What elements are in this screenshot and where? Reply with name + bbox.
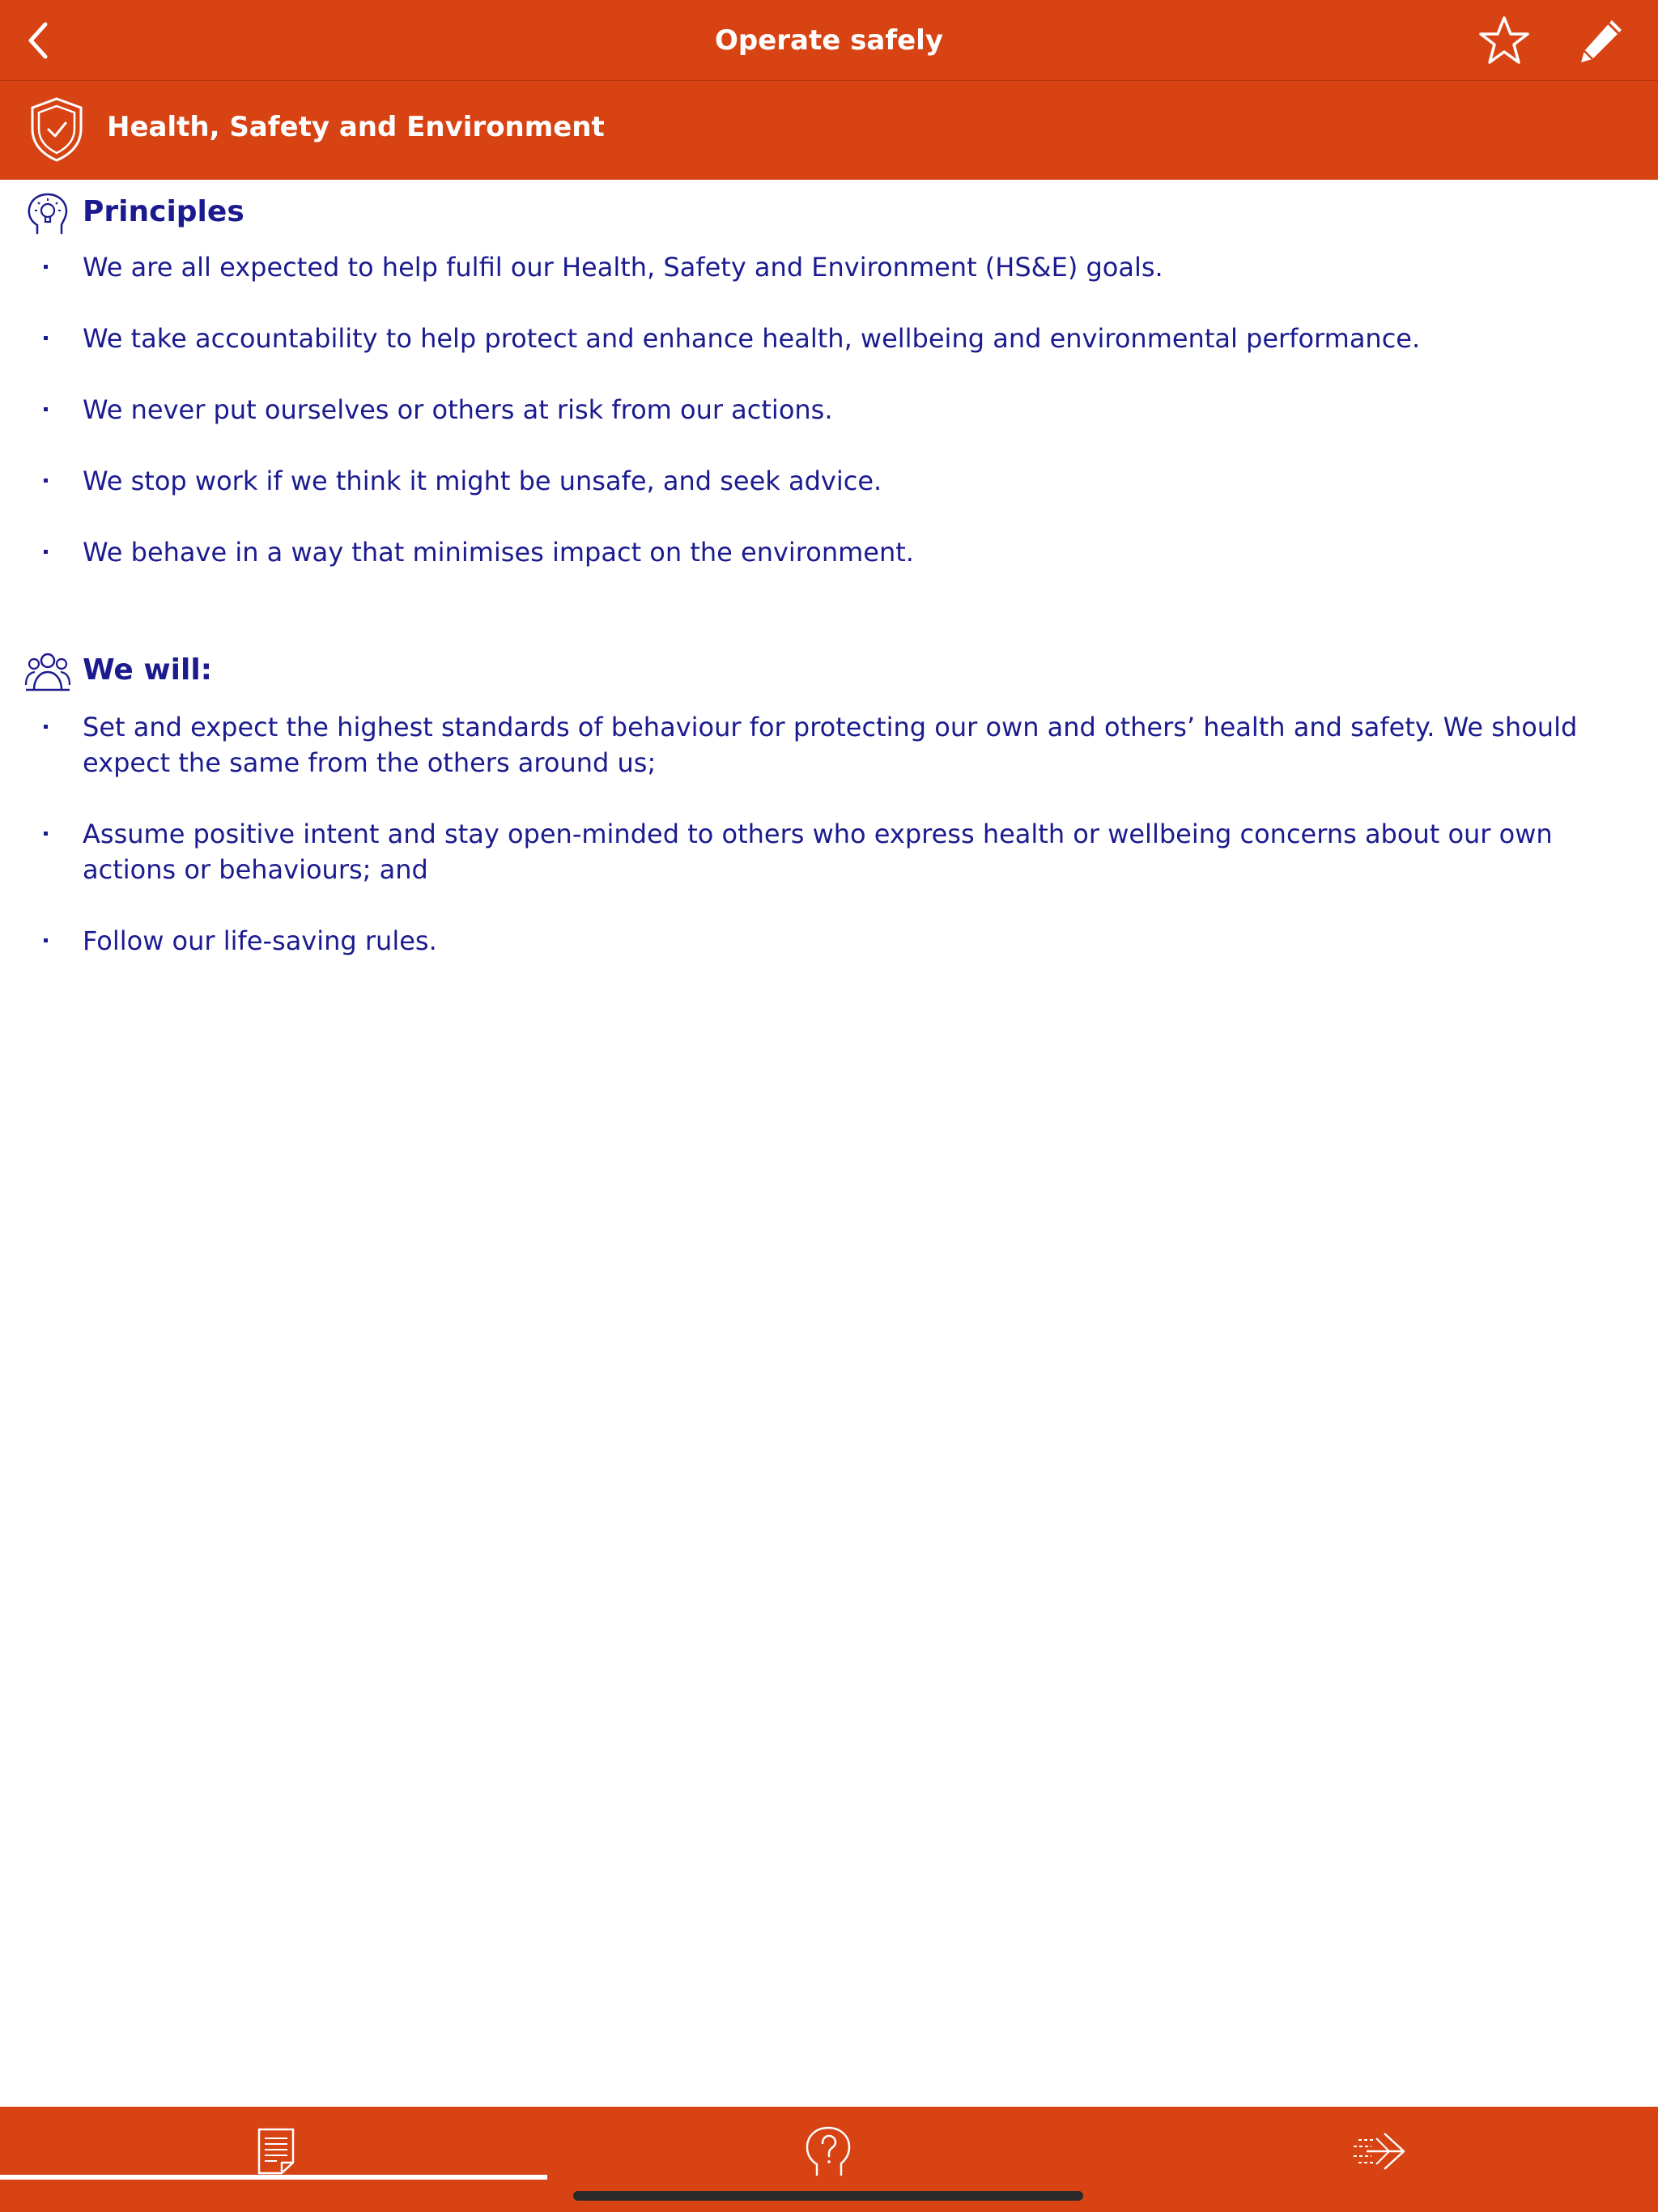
bullet-icon [44,725,48,729]
question-head-icon [804,2125,852,2177]
list-item: We behave in a way that minimises impact on the environment. [0,534,1658,570]
page-title: Operate safely [714,24,943,57]
edit-button[interactable] [1571,0,1632,81]
list-item: Assume positive intent and stay open-minded to others who express health or wellbeing concerns about our own actions or behaviours; and [0,816,1658,887]
section-title: Health, Safety and Environment [107,111,605,143]
lightbulb-head-icon [24,191,71,236]
favorite-button[interactable] [1473,0,1535,81]
list-item: Set and expect the highest standards of behaviour for protecting our own and others’ health and safety. We should expect the same from the others around us; [0,709,1658,781]
principles-list [0,249,1658,606]
bullet-icon [44,832,48,836]
list-item: We take accountability to help protect and enhance health, wellbeing and environmental performance. [0,321,1658,356]
bullet-icon [44,938,48,942]
tab-document[interactable] [0,2107,552,2196]
we-will-title: We will: [83,653,213,687]
top-nav-bar [0,0,1658,81]
list-item: We never put ourselves or others at risk from our actions. [0,392,1658,428]
bullet-icon [44,550,48,554]
section-header [0,81,1658,180]
principles-title: Principles [83,195,244,228]
principles-heading [0,188,1658,236]
bottom-tab-bar [0,2107,1658,2212]
bullet-icon [44,265,48,269]
shield-check-icon [29,96,84,163]
pencil-icon [1576,15,1626,66]
document-icon [256,2127,296,2176]
bullet-icon [44,479,48,483]
we-will-heading [0,646,1658,695]
list-item: Follow our life-saving rules. [0,923,1658,959]
we-will-list [0,709,1658,994]
bullet-icon [44,407,48,411]
tab-next[interactable] [1104,2107,1656,2196]
selected-tab-indicator [0,2175,547,2180]
list-item: We stop work if we think it might be unsafe, and seek advice. [0,463,1658,499]
tab-help[interactable] [552,2107,1104,2196]
list-item: We are all expected to help fulfil our Health, Safety and Environment (HS&E) goals. [0,249,1658,285]
star-icon [1477,15,1531,66]
arrow-forward-icon [1352,2127,1409,2176]
bullet-icon [44,336,48,340]
people-group-icon [24,649,71,695]
home-indicator[interactable] [573,2191,1083,2201]
